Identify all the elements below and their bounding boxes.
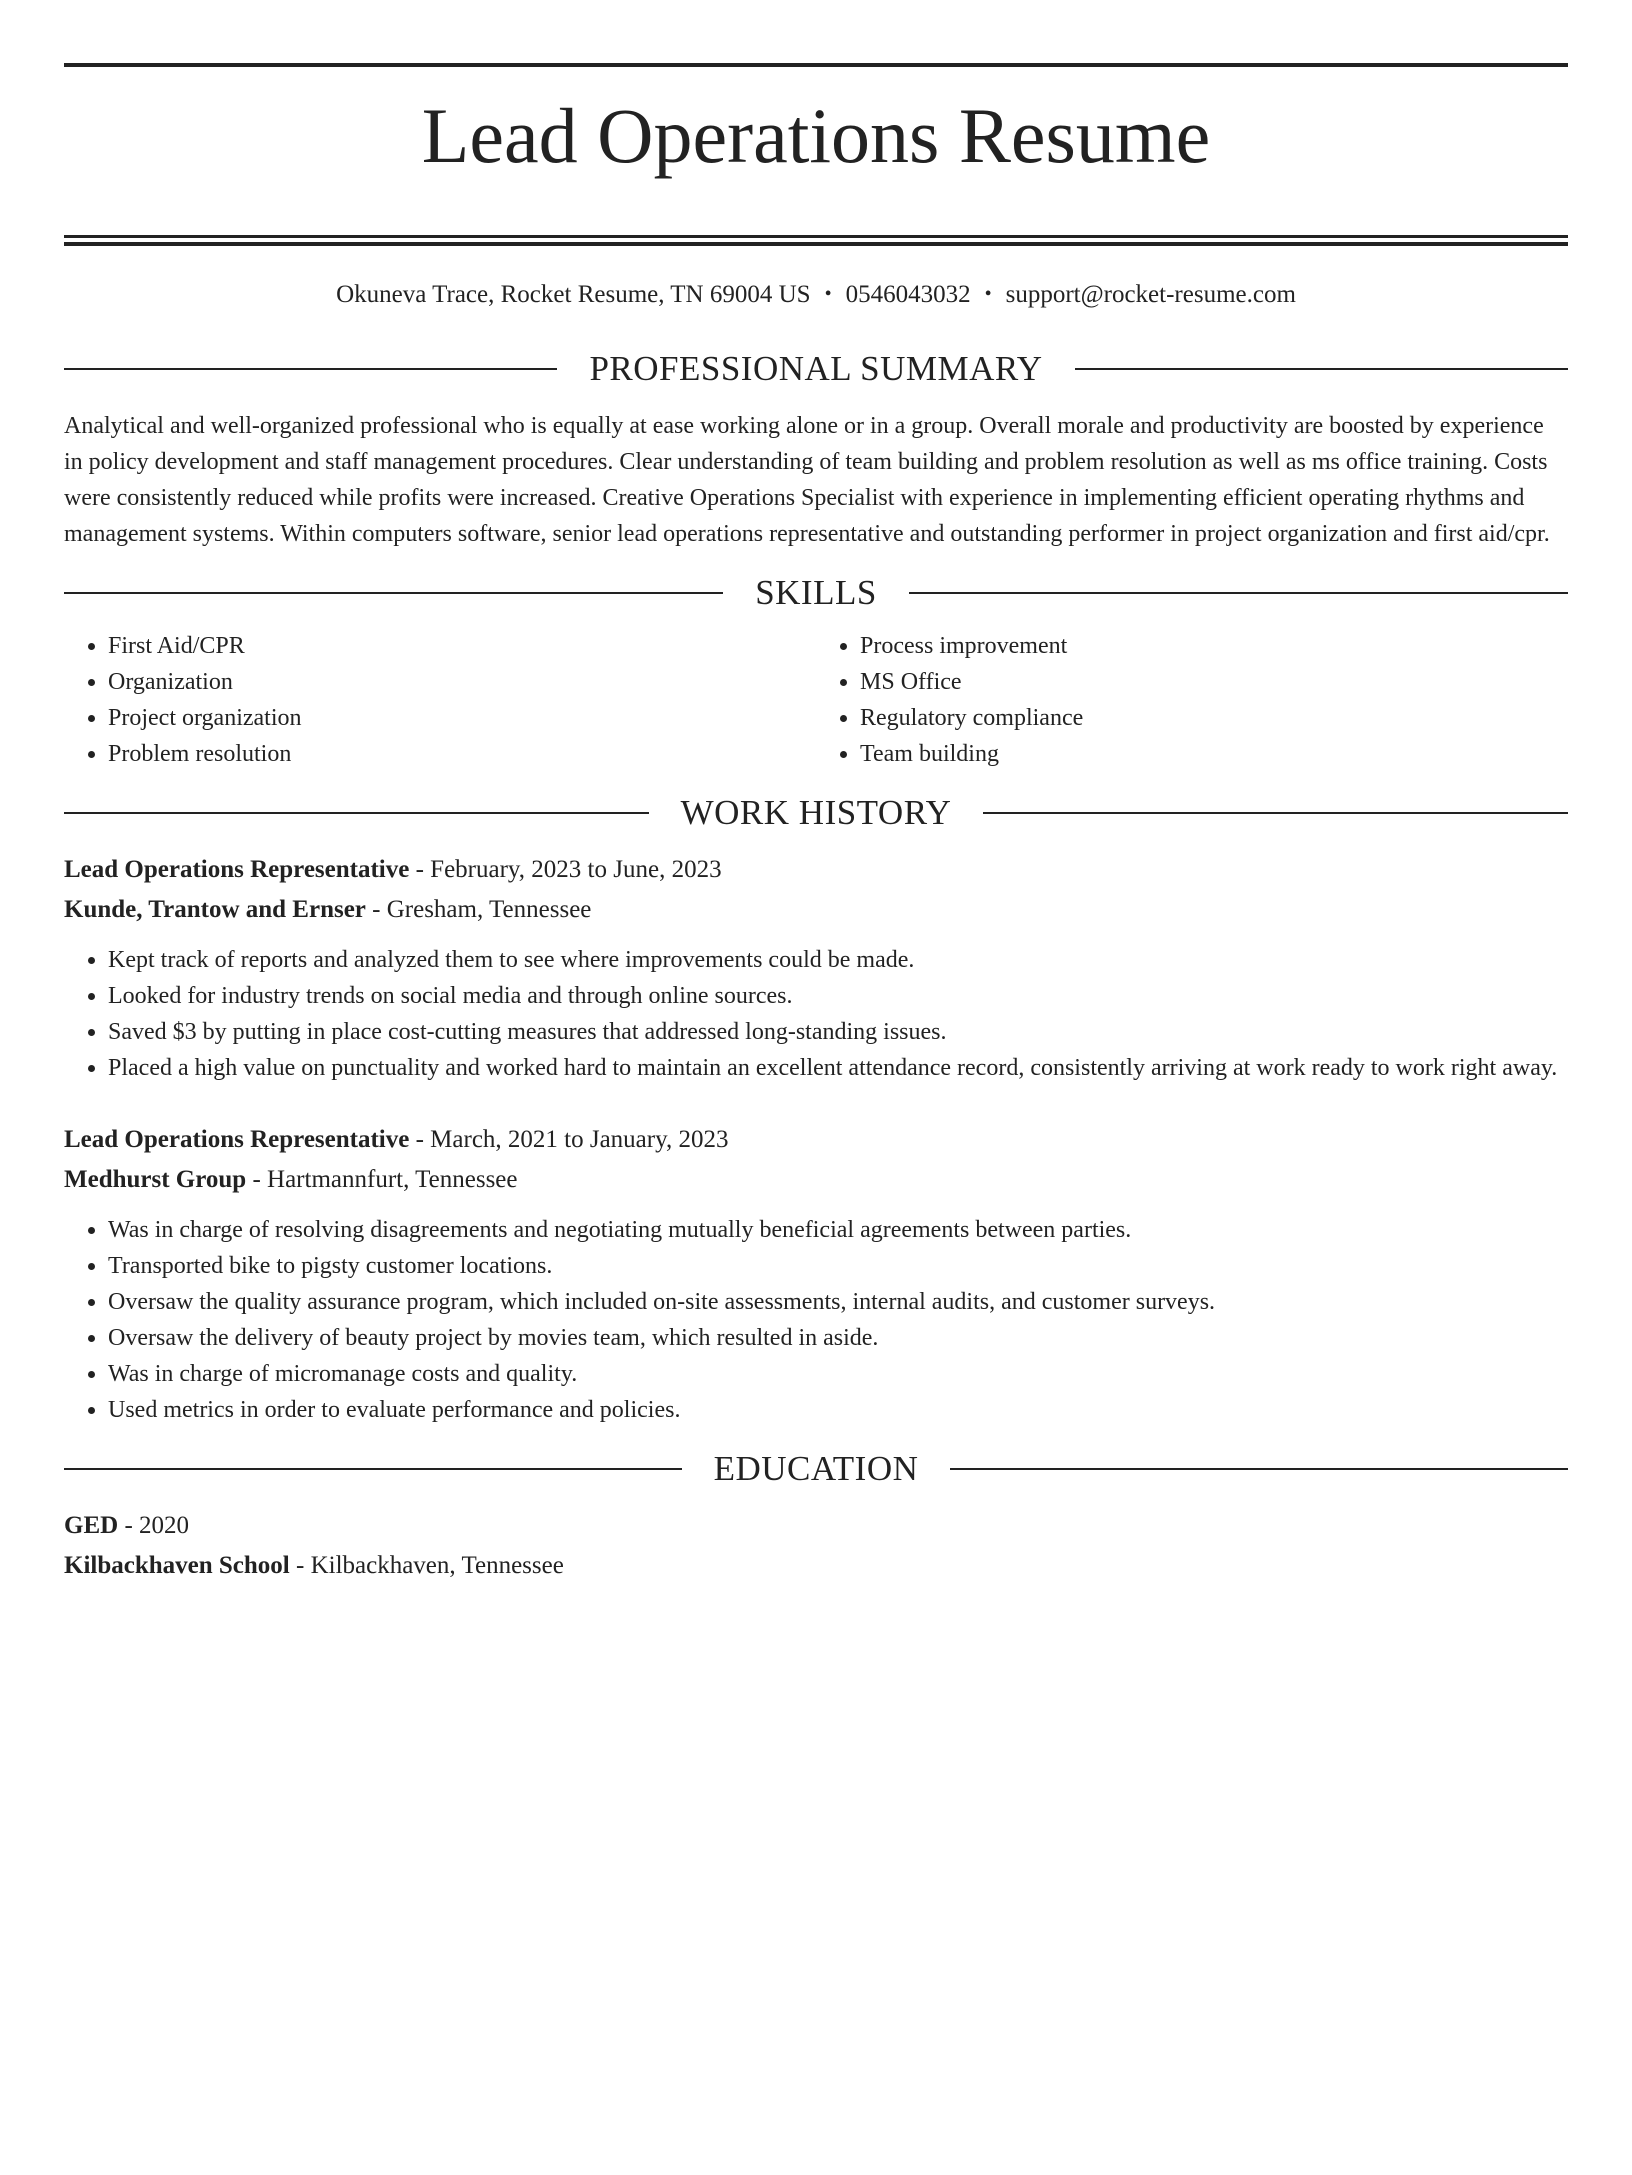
job-company: Medhurst Group — [64, 1166, 247, 1193]
skills-section-header — [64, 568, 1568, 618]
education-entry — [64, 1506, 1568, 1586]
section-rule — [950, 1468, 1568, 1470]
skill-item: • Process improvement — [860, 628, 1568, 664]
job-company: Kunde, Trantow and Ernser — [64, 896, 366, 923]
job-bullet: • Saved $3 by putting in place cost-cutting measures that addressed long-standing issues. — [108, 1014, 1568, 1050]
skill-item: • Problem resolution — [108, 736, 816, 772]
skill-item: • Regulatory compliance — [860, 700, 1568, 736]
education-degree: GED — [64, 1512, 119, 1539]
contact-address: Okuneva Trace, Rocket Resume, TN 69004 US — [336, 281, 811, 308]
job-title-line — [64, 850, 1568, 890]
section-rule — [1075, 368, 1568, 370]
skills-column-right — [816, 628, 1568, 772]
skill-item: • Team building — [860, 736, 1568, 772]
header-double-rule — [64, 235, 1568, 246]
job-bullets — [64, 942, 1568, 1086]
skill-item: • First Aid/CPR — [108, 628, 816, 664]
contact-phone: 0546043032 — [845, 281, 971, 308]
job-location: - Gresham, Tennessee — [365, 896, 592, 923]
section-rule — [64, 368, 557, 370]
job-bullets — [64, 1212, 1568, 1428]
job-location: - Hartmannfurt, Tennessee — [246, 1166, 518, 1193]
job-title: Lead Operations Representative — [64, 1126, 410, 1153]
summary-section-header — [64, 344, 1568, 394]
job-title: Lead Operations Representative — [64, 856, 410, 883]
job-company-line — [64, 1160, 1568, 1200]
job-bullet: • Was in charge of micromanage costs and quality. — [108, 1356, 1568, 1392]
job-bullet: • Oversaw the delivery of beauty project by movies team, which resulted in aside. — [108, 1320, 1568, 1356]
job-bullet: • Placed a high value on punctuality and worked hard to maintain an excellent attendance record, consistently arriving at work ready to work right away. — [108, 1050, 1568, 1086]
page-title: Lead Operations Resume — [421, 92, 1211, 179]
job-dates: - February, 2023 to June, 2023 — [409, 856, 722, 883]
job-bullet: • Used metrics in order to evaluate performance and policies. — [108, 1392, 1568, 1428]
contact-separator: • — [824, 283, 832, 305]
skills-column-left — [64, 628, 816, 772]
job-bullet: • Kept track of reports and analyzed them to see where improvements could be made. — [108, 942, 1568, 978]
skill-item: • Organization — [108, 664, 816, 700]
skills-list — [64, 628, 1568, 772]
education-section-header — [64, 1444, 1568, 1494]
job-bullet: • Was in charge of resolving disagreements and negotiating mutually beneficial agreements between parties. — [108, 1212, 1568, 1248]
skill-item: • Project organization — [108, 700, 816, 736]
contact-separator: • — [984, 283, 992, 305]
education-location: - Kilbackhaven, Tennessee — [289, 1552, 564, 1579]
skill-item: • MS Office — [860, 664, 1568, 700]
job-bullet: • Transported bike to pigsty customer locations. — [108, 1248, 1568, 1284]
job-title-line — [64, 1120, 1568, 1160]
skills-heading: SKILLS — [755, 573, 877, 612]
education-heading: EDUCATION — [713, 1449, 919, 1488]
section-rule — [64, 592, 723, 594]
job-entry — [64, 1120, 1568, 1428]
contact-line — [64, 279, 1568, 310]
education-degree-line — [64, 1506, 1568, 1546]
summary-heading: PROFESSIONAL SUMMARY — [589, 349, 1043, 388]
education-year: - 2020 — [118, 1512, 190, 1539]
job-dates: - March, 2021 to January, 2023 — [409, 1126, 729, 1153]
job-entry — [64, 850, 1568, 1086]
contact-email: support@rocket-resume.com — [1005, 281, 1296, 308]
section-rule — [909, 592, 1568, 594]
resume-page — [0, 63, 1632, 2175]
job-bullet: • Oversaw the quality assurance program, which included on-site assessments, internal audits, and customer surveys. — [108, 1284, 1568, 1320]
work-section-header — [64, 788, 1568, 838]
education-school-line — [64, 1546, 1568, 1586]
job-company-line — [64, 890, 1568, 930]
section-rule — [64, 1468, 682, 1470]
section-rule — [983, 812, 1568, 814]
section-rule — [64, 812, 649, 814]
education-school: Kilbackhaven School — [64, 1552, 290, 1579]
summary-text: Analytical and well-organized professional who is equally at ease working alone or in a group. Overall morale and productivity are boosted by experience in policy development and staff management procedures. Clear understanding of team building and problem resolution as well as ms office training. Costs were consistently reduced while profits were increased. Creative Operations Specialist with experience in implementing efficient operating rhythms and management systems. Within computers software, senior lead operations representative and outstanding performer in project organization and first aid/cpr. — [64, 413, 1550, 547]
job-bullet: • Looked for industry trends on social media and through online sources. — [108, 978, 1568, 1014]
work-heading: WORK HISTORY — [680, 793, 952, 832]
